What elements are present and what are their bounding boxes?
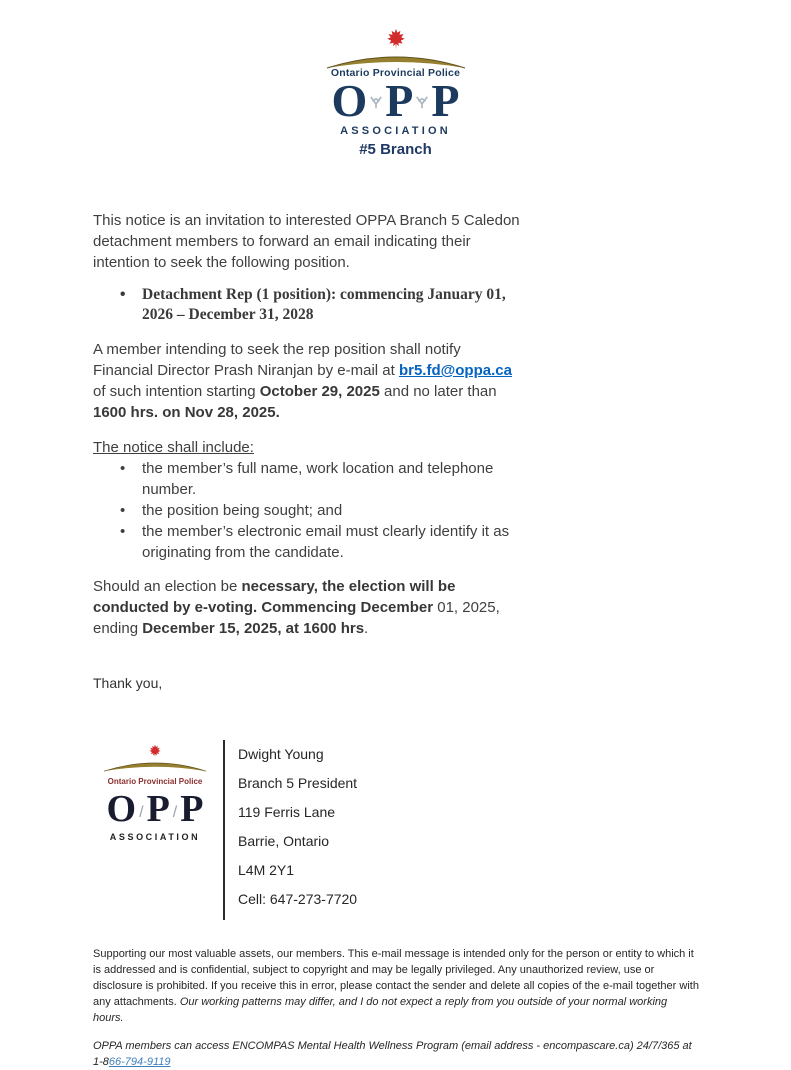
opp-acronym (311, 75, 481, 126)
opp-letter-p1: P (385, 75, 414, 126)
signature-block (95, 740, 524, 920)
antler-icon: / (139, 804, 144, 821)
footer (93, 946, 699, 1070)
include-item: • the member’s electronic email must clearly identify it as originating from the candidate. (93, 521, 524, 563)
signature-details (225, 740, 357, 920)
maple-leaf-icon (385, 28, 407, 50)
maple-leaf-icon (148, 744, 162, 758)
signature-title: Branch 5 President (238, 775, 358, 791)
notify-paragraph (93, 339, 524, 423)
notify-bold-deadline: 1600 hrs. on Nov 28, 2025. (93, 404, 280, 421)
election-paragraph (93, 576, 524, 639)
signature-cell-phone: Cell: 647-273-7720 (238, 891, 358, 907)
opp-letter-p2: P (180, 788, 204, 830)
signature-logo-org-line: Ontario Provincial Police (107, 777, 203, 786)
opp-letter-o: O (331, 75, 368, 126)
disclaimer-italic-text: Our working patterns may differ, and I do not expect a reply from you outside of your normal working hours. (93, 996, 668, 1024)
opp-letter-p1: P (146, 788, 170, 830)
antler-icon (414, 96, 430, 110)
notice-intro: This notice is an invitation to interested OPPA Branch 5 Caledon detachment members to forward an email indicating their intention to seek the following position. (93, 212, 520, 271)
document-page (0, 28, 791, 1068)
include-heading: The notice shall include: (93, 439, 254, 456)
notify-text: and no later than (379, 383, 497, 400)
signature-postal-code: L4M 2Y1 (238, 862, 295, 878)
notify-bold-date: October 29, 2025 (259, 383, 380, 400)
election-bold-dates: December 15, 2025, at 1600 hrs (142, 620, 365, 637)
antler-icon (368, 96, 384, 110)
signature-logo (95, 740, 215, 920)
logo-org-line: Ontario Provincial Police (330, 67, 461, 79)
opp-letter-o: O (106, 788, 137, 830)
election-text: Should an election be (93, 578, 242, 595)
email-link[interactable]: br5.fd@oppa.ca (398, 362, 512, 379)
oppa-logo (311, 28, 481, 158)
signature-name: Dwight Young (238, 746, 324, 762)
encompas-text: OPPA members can access ENCOMPAS Mental Health Wellness Program (email address - encompascare.ca) 24/7/365 at 1-8 (93, 1040, 692, 1068)
include-list (93, 458, 524, 563)
position-bullet-list (93, 285, 524, 325)
signature-address-city: Barrie, Ontario (238, 833, 330, 849)
logo-association: ASSOCIATION (340, 125, 451, 137)
footer-disclaimer (93, 946, 699, 1026)
antler-icon: / (172, 804, 178, 821)
logo-branch: #5 Branch (359, 141, 432, 158)
phone-link[interactable]: 66-794-9119 (108, 1056, 171, 1068)
include-item: • the member’s full name, work location and telephone number. (93, 458, 524, 500)
opp-letter-p2: P (431, 75, 460, 126)
election-text: . (364, 620, 369, 637)
include-item: • the position being sought; and (93, 500, 524, 521)
disclaimer-text: Supporting our most valuable assets, our members. This e-mail message is intended only for the person or entity to which it is addressed and is confidential, subject to copyright and may be legally privileged. Any unauthorized review, use or disclosure is prohibited. If you receive this in error, please contact the sender and delete all copies of the e-mail together with any attachments. (93, 948, 699, 1008)
signature-logo-association: ASSOCIATION (109, 832, 201, 842)
position-bullet: • Detachment Rep (1 position): commencing January 01, 2026 – December 31, 2028 (93, 285, 524, 325)
election-text: 01, 2025, ending (93, 599, 500, 637)
signature-opp-acronym (95, 788, 215, 830)
closing-text: Thank you, (93, 675, 163, 691)
signature-address-street: 119 Ferris Lane (238, 804, 336, 820)
footer-encompas (93, 1038, 699, 1070)
election-bold-evoting: necessary, the election will be conducted by e-voting. Commencing December (93, 578, 456, 616)
notify-text: A member intending to seek the rep position shall notify Financial Director Prash Niranjan by e-mail at (93, 341, 461, 379)
notify-text: of such intention starting (93, 383, 260, 400)
